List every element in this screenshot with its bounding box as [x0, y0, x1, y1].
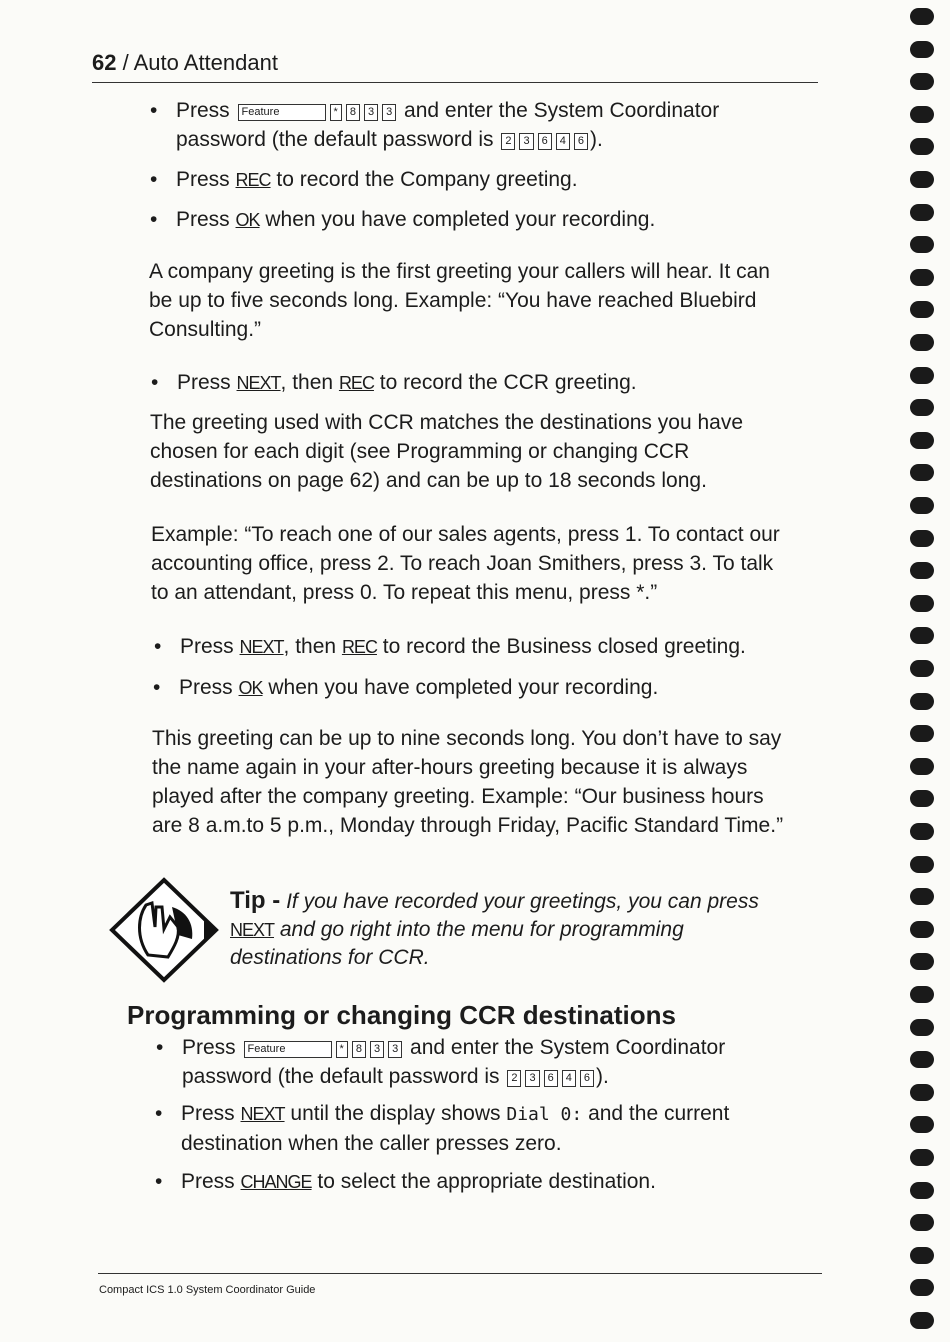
binding-hole: [910, 497, 934, 514]
binding-hole: [910, 1312, 934, 1329]
binding-hole: [910, 627, 934, 644]
binding-hole: [910, 41, 934, 58]
binding-hole: [910, 953, 934, 970]
bullet-enter-password-2: • Press Feature * 8 3 3 and enter the System Coordinator password (the default password is 2 3 6 4 6 ).: [156, 1036, 726, 1088]
binding-hole: [910, 334, 934, 351]
binding-hole: [910, 530, 934, 547]
next-softkey: NEXT: [236, 373, 281, 393]
key-6: 6: [544, 1070, 558, 1087]
rec-softkey: REC: [341, 637, 377, 657]
binding-hole: [910, 888, 934, 905]
binding-hole: [910, 986, 934, 1003]
bullet-ok-complete: • Press OK when you have completed your recording.: [150, 208, 656, 231]
bullet-enter-password: • Press Feature * 8 3 3 and enter the System Coordinator password (the default password is 2 3 6 4 6 ).: [176, 96, 836, 154]
key-8: 8: [352, 1041, 366, 1058]
next-softkey: NEXT: [230, 920, 275, 940]
star-key: *: [330, 104, 342, 121]
binding-hole: [910, 1247, 934, 1264]
bullet-record-ccr: • Press NEXT, then REC to record the CCR greeting.: [151, 371, 637, 394]
ccr-example-paragraph: Example: “To reach one of our sales agents, press 1. To contact our accounting office, press 2. To reach Joan Smithers, press 3. To talk to an attendant, press 0. To repeat this menu, press *.”: [151, 523, 780, 604]
binding-hole: [910, 269, 934, 286]
feature-key: Feature: [238, 104, 326, 121]
binding-hole: [910, 8, 934, 25]
binding-hole: [910, 1084, 934, 1101]
binding-hole: [910, 725, 934, 742]
key-6: 6: [538, 133, 552, 150]
binding-hole: [910, 856, 934, 873]
key-4: 4: [562, 1070, 576, 1087]
bullet-dot: •: [150, 99, 158, 122]
binding-hole: [910, 301, 934, 318]
binding-hole: [910, 921, 934, 938]
binding-hole: [910, 464, 934, 481]
key-4: 4: [556, 133, 570, 150]
key-3: 3: [370, 1041, 384, 1058]
binding-hole: [910, 204, 934, 221]
bullet-record-company: • Press REC to record the Company greeting.: [150, 168, 578, 191]
tip-label: Tip -: [230, 887, 281, 914]
binding-hole: [910, 758, 934, 775]
binding-hole: [910, 595, 934, 612]
ok-softkey: OK: [238, 678, 263, 698]
bullet-record-closed: • Press NEXT, then REC to record the Business closed greeting.: [154, 635, 746, 658]
tip-hand-icon: [108, 877, 220, 983]
binding-hole: [910, 399, 934, 416]
tip-box: Tip - If you have recorded your greetings, you can press NEXT and go right into the menu for programming destinations for CCR.: [230, 887, 759, 969]
binding-hole: [910, 432, 934, 449]
footer-text: Compact ICS 1.0 System Coordinator Guide: [99, 1284, 316, 1296]
key-3: 3: [525, 1070, 539, 1087]
key-2: 2: [501, 133, 515, 150]
change-softkey: CHANGE: [240, 1172, 312, 1192]
binding-hole: [910, 1182, 934, 1199]
key-6: 6: [574, 133, 588, 150]
bullet-dial-0: • Press NEXT until the display shows Dial 0: and the current destination when the caller presses zero.: [155, 1102, 730, 1155]
ok-softkey: OK: [235, 210, 260, 230]
page-number: 62: [92, 50, 117, 75]
binding-hole: [910, 171, 934, 188]
key-6: 6: [580, 1070, 594, 1087]
binding-hole: [910, 660, 934, 677]
key-8: 8: [346, 104, 360, 121]
page-header: [92, 50, 278, 76]
binding-hole: [910, 1019, 934, 1036]
binding-hole: [910, 693, 934, 710]
binding-hole: [910, 1279, 934, 1296]
key-3: 3: [519, 133, 533, 150]
binding-hole: [910, 823, 934, 840]
section-name: / Auto Attendant: [122, 50, 278, 75]
next-softkey: NEXT: [239, 637, 284, 657]
star-key: *: [336, 1041, 348, 1058]
feature-key: Feature: [244, 1041, 332, 1058]
binding-hole: [910, 367, 934, 384]
rec-softkey: REC: [235, 170, 271, 190]
binding-hole: [910, 1116, 934, 1133]
closed-greeting-paragraph: This greeting can be up to nine seconds long. You don’t have to say the name again in your after-hours greeting because it is always played after the company greeting. Example: “Our business hours are 8 a.m.to 5 p.m., Monday through Friday, Pacific Standard Time.”: [152, 727, 784, 837]
key-3: 3: [382, 104, 396, 121]
key-3: 3: [388, 1041, 402, 1058]
header-rule: [92, 82, 818, 83]
footer-rule: [98, 1273, 822, 1274]
binding-hole: [910, 73, 934, 90]
bullet-ok-complete-2: • Press OK when you have completed your recording.: [153, 676, 659, 699]
binding-hole: [910, 138, 934, 155]
binding-hole: [910, 1051, 934, 1068]
display-text: Dial 0:: [506, 1104, 583, 1125]
company-greeting-paragraph: A company greeting is the first greeting your callers will hear. It can be up to five seconds long. Example: “You have reached Bluebird Consulting.”: [149, 260, 770, 341]
binding-hole: [910, 1149, 934, 1166]
next-softkey: NEXT: [240, 1104, 285, 1124]
binding-hole: [910, 790, 934, 807]
binding-hole: [910, 236, 934, 253]
section-heading: Programming or changing CCR destinations: [127, 1000, 676, 1030]
key-3: 3: [364, 104, 378, 121]
binding-hole: [910, 1214, 934, 1231]
binding-hole: [910, 562, 934, 579]
bullet-change: • Press CHANGE to select the appropriate destination.: [155, 1170, 656, 1193]
rec-softkey: REC: [338, 373, 374, 393]
ccr-greeting-paragraph: The greeting used with CCR matches the destinations you have chosen for each digit (see Programming or changing CCR destinations on page 62) and can be up to 18 seconds long.: [150, 411, 743, 492]
key-2: 2: [507, 1070, 521, 1087]
binding-hole: [910, 106, 934, 123]
